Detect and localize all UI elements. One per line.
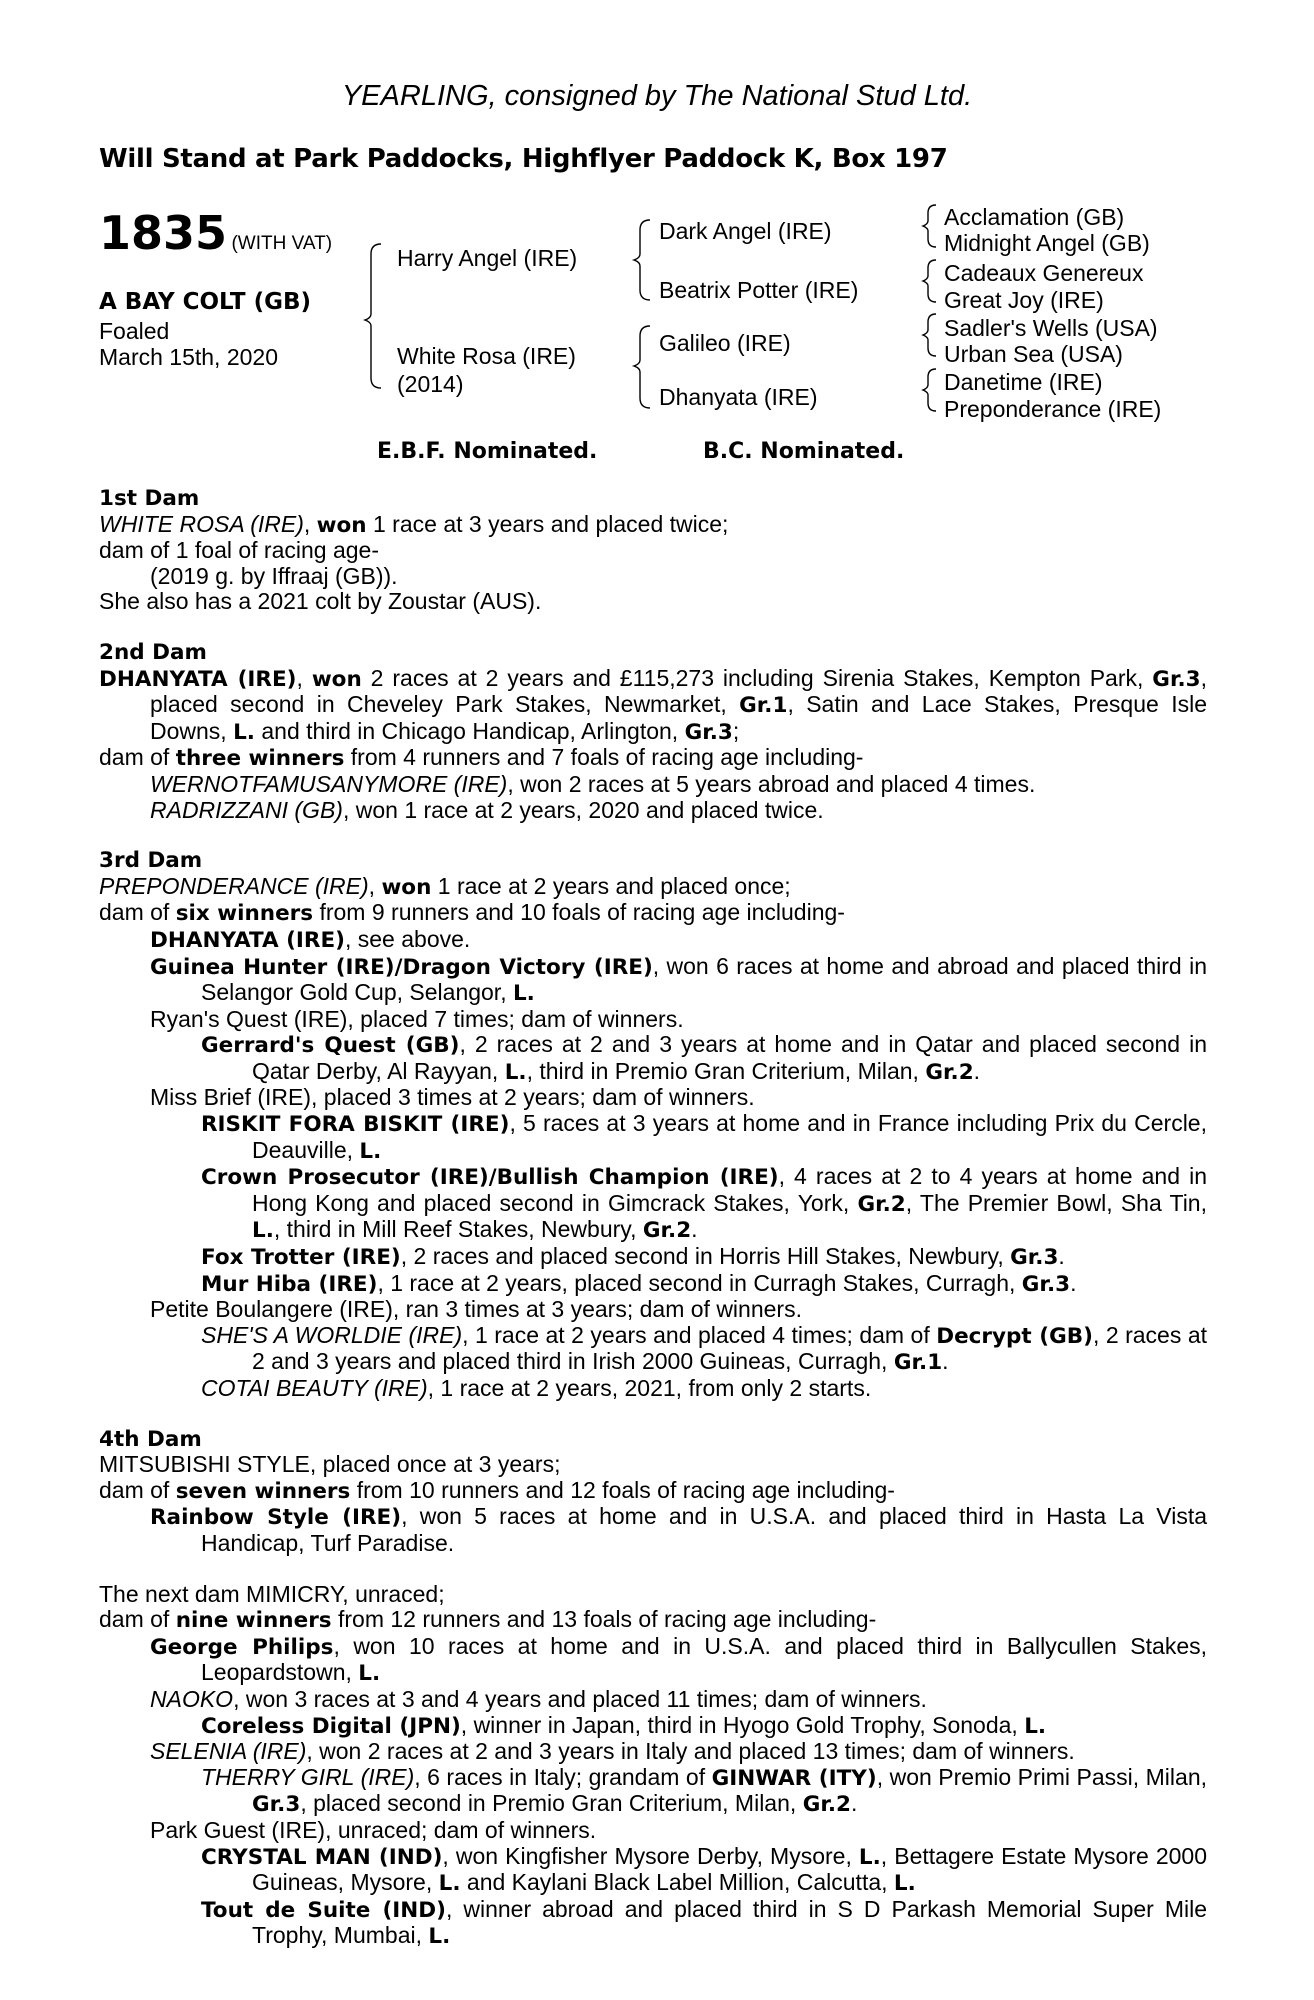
dam-summary: DHANYATA (IRE), won 2 races at 2 years and £115,273 including Sirenia Stakes, Kempton Park, Gr.3, placed second in Cheveley Park Stakes, Newmarket, Gr.1, Satin and Lace Stakes, Presque Isle Downs, L. and third in Chicago Handicap, Arlington, Gr.3; xyxy=(99,664,1207,745)
runner-entry: SELENIA (IRE), won 2 races at 2 and 3 years in Italy and placed 13 times; dam of winners. xyxy=(150,1738,1075,1765)
dam-summary: The next dam MIMICRY, unraced; xyxy=(99,1580,445,1607)
runner-entry: NAOKO, won 3 races at 3 and 4 years and placed 11 times; dam of winners. xyxy=(150,1685,927,1712)
fourth-dam-section xyxy=(99,1427,1207,1557)
runner-entry: Gerrard's Quest (GB), 2 races at 2 and 3 years at home and in Qatar and placed second in Qatar Derby, Al Rayyan, L., third in Premio Gran Criterium, Milan, Gr.2. xyxy=(201,1031,1207,1085)
runner-entry: Park Guest (IRE), unraced; dam of winners. xyxy=(150,1816,597,1843)
bc-nomination: B.C. Nominated. xyxy=(703,439,905,464)
dam-year: (2014) xyxy=(397,371,464,397)
runner-entry: Fox Trotter (IRE), 2 races and placed second in Horris Hill Stakes, Newbury, Gr.3. xyxy=(201,1243,1065,1271)
dam-summary: MITSUBISHI STYLE, placed once at 3 years; xyxy=(99,1451,561,1478)
dam-of-line: dam of 1 foal of racing age- xyxy=(99,537,379,564)
stabling-location: Will Stand at Park Paddocks, Highflyer Paddock K, Box 197 xyxy=(99,144,948,174)
gen3-2: Midnight Angel (GB) xyxy=(944,230,1150,256)
runner-entry: Tout de Suite (IND), winner abroad and placed third in S D Parkash Memorial Super Mile Trophy, Mumbai, L. xyxy=(201,1895,1207,1950)
dam-summary: WHITE ROSA (IRE), won 1 race at 3 years and placed twice; xyxy=(99,510,729,538)
sire: Harry Angel (IRE) xyxy=(397,245,578,271)
lot-number: 1835 xyxy=(99,206,228,260)
foaled-date: March 15th, 2020 xyxy=(99,344,279,370)
third-dam-section xyxy=(99,848,1207,1401)
runner-entry: Miss Brief (IRE), placed 3 times at 2 years; dam of winners. xyxy=(150,1084,755,1111)
second-dam-section xyxy=(99,640,1207,823)
bracket-gen3-1 xyxy=(923,205,936,247)
foaled-label: Foaled xyxy=(99,318,170,344)
runner-entry: Coreless Digital (JPN), winner in Japan, third in Hyogo Gold Trophy, Sonoda, L. xyxy=(201,1711,1047,1739)
bracket-gen3-2 xyxy=(923,260,936,302)
runner-entry: George Philips, won 10 races at home and in U.S.A. and placed third in Ballycullen Stakes, Leopardstown, L. xyxy=(150,1632,1207,1687)
next-dam-section xyxy=(99,1582,1207,1950)
gen3-8: Preponderance (IRE) xyxy=(944,396,1162,422)
gen3-7: Danetime (IRE) xyxy=(944,369,1103,395)
runner-entry: Mur Hiba (IRE), 1 race at 2 years, placed second in Curragh Stakes, Curragh, Gr.3. xyxy=(201,1269,1077,1297)
dam-of-line: dam of seven winners from 10 runners and 12 foals of racing age including- xyxy=(99,1476,895,1504)
runner-entry: THERRY GIRL (IRE), 6 races in Italy; grandam of GINWAR (ITY), won Premio Primi Passi, Milan, Gr.3, placed second in Premio Gran Criterium, Milan, Gr.2. xyxy=(201,1763,1207,1818)
bracket-gen2-top xyxy=(634,220,650,300)
bracket-gen1 xyxy=(365,244,381,388)
dam-of-line: dam of six winners from 9 runners and 10 foals of racing age including- xyxy=(99,899,845,927)
sire-dam: Beatrix Potter (IRE) xyxy=(659,277,859,303)
section-heading: 4th Dam xyxy=(99,1426,202,1452)
foal-entry: (2019 g. by Iffraaj (GB)). xyxy=(150,562,398,589)
consignor-line: YEARLING, consigned by The National Stud Ltd. xyxy=(341,80,973,112)
dam-of-line: dam of three winners from 4 runners and 7 foals of racing age including- xyxy=(99,744,864,772)
runner-entry: Petite Boulangere (IRE), ran 3 times at 3 years; dam of winners. xyxy=(150,1296,802,1323)
first-dam-section xyxy=(99,486,1207,615)
dam-of-line: dam of nine winners from 12 runners and 13 foals of racing age including- xyxy=(99,1606,877,1634)
sire-sire: Dark Angel (IRE) xyxy=(659,218,832,244)
section-heading: 3rd Dam xyxy=(99,848,203,874)
gen3-1: Acclamation (GB) xyxy=(944,204,1125,230)
dam-summary: PREPONDERANCE (IRE), won 1 race at 2 years and placed once; xyxy=(99,872,791,900)
runner-entry: SHE'S A WORLDIE (IRE), 1 race at 2 years and placed 4 times; dam of Decrypt (GB), 2 races at 2 and 3 years and placed third in Irish 2000 Guineas, Curragh, Gr.1. xyxy=(201,1321,1208,1376)
gen3-5: Sadler's Wells (USA) xyxy=(944,315,1158,341)
lot-description: A BAY COLT (GB) xyxy=(99,289,312,315)
vat-note: (WITH VAT) xyxy=(231,233,333,254)
bracket-gen3-3 xyxy=(923,314,936,356)
section-heading: 2nd Dam xyxy=(99,639,207,665)
runner-entry: WERNOTFAMUSANYMORE (IRE), won 2 races at 5 years abroad and placed 4 times. xyxy=(150,770,1036,797)
gen3-6: Urban Sea (USA) xyxy=(944,341,1123,367)
additional-foal: She also has a 2021 colt by Zoustar (AUS). xyxy=(99,588,542,615)
gen3-4: Great Joy (IRE) xyxy=(944,287,1104,313)
runner-entry: RADRIZZANI (GB), won 1 race at 2 years, 2020 and placed twice. xyxy=(150,796,824,823)
runner-entry: Rainbow Style (IRE), won 5 races at home and in U.S.A. and placed third in Hasta La Vista Handicap, Turf Paradise. xyxy=(150,1503,1207,1556)
runner-entry: DHANYATA (IRE), see above. xyxy=(150,925,471,953)
runner-entry: Crown Prosecutor (IRE)/Bullish Champion (IRE), 4 races at 2 to 4 years at home and in Hong Kong and placed second in Gimcrack Stakes, York, Gr.2, The Premier Bowl, Sha Tin, L., third in Mill Reef Stakes, Newbury, Gr.2. xyxy=(201,1163,1207,1244)
dam-dam: Dhanyata (IRE) xyxy=(659,384,818,410)
bracket-gen3-4 xyxy=(923,369,936,411)
section-heading: 1st Dam xyxy=(99,486,200,511)
runner-entry: Guinea Hunter (IRE)/Dragon Victory (IRE), won 6 races at home and abroad and placed third in Selangor Gold Cup, Selangor, L. xyxy=(150,952,1207,1007)
runner-entry: COTAI BEAUTY (IRE), 1 race at 2 years, 2021, from only 2 starts. xyxy=(201,1375,872,1401)
runner-entry: Ryan's Quest (IRE), placed 7 times; dam of winners. xyxy=(150,1005,684,1032)
ebf-nomination: E.B.F. Nominated. xyxy=(377,439,598,464)
gen3-3: Cadeaux Genereux xyxy=(944,260,1144,286)
produce-record xyxy=(99,486,1207,1975)
runner-entry: RISKIT FORA BISKIT (IRE), 5 races at 3 years at home and in France including Prix du Cercle, Deauville, L. xyxy=(201,1110,1207,1164)
dam-sire: Galileo (IRE) xyxy=(659,330,791,356)
bracket-gen2-bottom xyxy=(634,326,650,408)
runner-entry: CRYSTAL MAN (IND), won Kingfisher Mysore Derby, Mysore, L., Bettagere Estate Mysore 2000 Guineas, Mysore, L. and Kaylani Black Label Million, Calcutta, L. xyxy=(201,1842,1207,1897)
dam: White Rosa (IRE) xyxy=(397,343,576,369)
